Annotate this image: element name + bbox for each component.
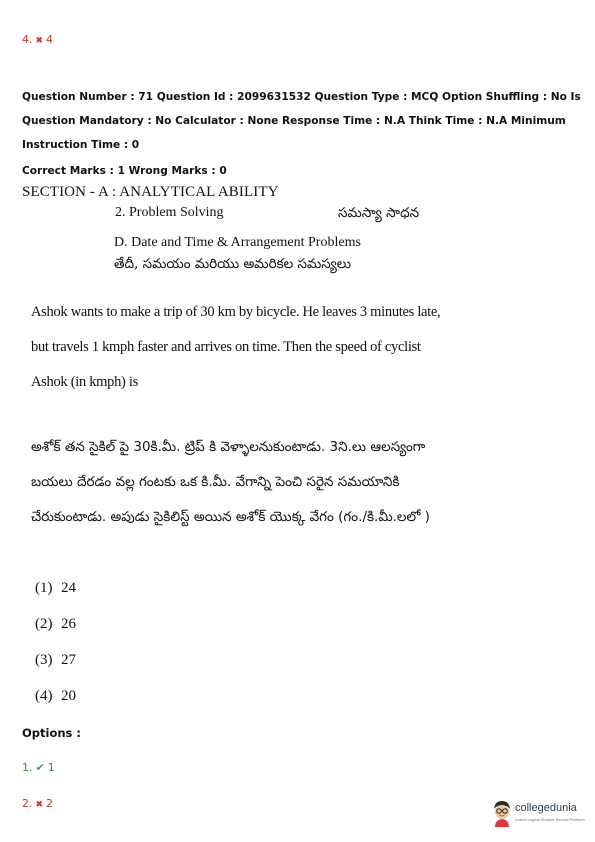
- subsection-english: 2. Problem Solving: [115, 205, 224, 220]
- question-meta-line-3: Instruction Time : 0: [22, 139, 140, 151]
- topic-english: D. Date and Time & Arrangement Problems: [114, 235, 361, 250]
- section-title: SECTION - A : ANALYTICAL ABILITY: [22, 184, 279, 200]
- brand-name: collegedunia: [515, 802, 577, 814]
- option-value: 20: [61, 688, 76, 704]
- option-item: [35, 580, 76, 597]
- option-number: (2): [35, 616, 53, 632]
- option-value: 4: [46, 33, 54, 46]
- option-item: [35, 688, 76, 705]
- answer-number: 1.: [22, 761, 33, 774]
- option-number: (1): [35, 580, 53, 596]
- topic-telugu: తేదీ, సమయం మరియు అమరికల సమస్యలు: [114, 256, 351, 272]
- answer-option-correct: [22, 761, 55, 774]
- option-item: [35, 616, 76, 633]
- options-heading: Options :: [22, 726, 81, 740]
- option-value: 24: [61, 580, 76, 596]
- answer-value: 2: [46, 797, 54, 810]
- brand-tagline: India's largest Student Review Platform: [515, 817, 585, 822]
- option-value: 26: [61, 616, 76, 632]
- option-item: [35, 652, 76, 669]
- wrong-icon: ✖: [35, 800, 44, 810]
- option-value: 27: [61, 652, 76, 668]
- marks-line: Correct Marks : 1 Wrong Marks : 0: [22, 165, 227, 177]
- check-icon: ✔: [35, 761, 45, 774]
- wrong-icon: ✖: [35, 36, 44, 46]
- previous-option-line: [22, 33, 53, 46]
- mascot-icon: [491, 800, 513, 828]
- question-text-english: Ashok wants to make a trip of 30 km by bicycle. He leaves 3 minutes late, but travels 1 kmph faster and arrives on time. Then the speed of cyclist Ashok (in kmph) is: [31, 304, 441, 390]
- collegedunia-logo: [491, 800, 591, 830]
- question-meta-line-2: Question Mandatory : No Calculator : None Response Time : N.A Think Time : N.A Minimum: [22, 115, 566, 127]
- option-number: 4.: [22, 33, 33, 46]
- option-number: (4): [35, 688, 53, 704]
- answer-value: 1: [47, 761, 55, 774]
- question-meta-line-1: Question Number : 71 Question Id : 2099631532 Question Type : MCQ Option Shuffling : No Is: [22, 91, 581, 103]
- option-number: (3): [35, 652, 53, 668]
- subsection-telugu: సమస్యా సాధన: [338, 205, 420, 221]
- answer-option-wrong: [22, 797, 53, 810]
- question-text-telugu: అశోక్ తన సైకిల్ పై 30కి.మీ. ట్రిప్ కి వెళ్ళాలనుకుంటాడు. 3ని.లు ఆలస్యంగా బయలు దేరడం వల్ల గంటకు ఒక కి.మీ. వేగాన్ని పెంచి సరైన సమయానికి చేరుకుంటాడు. అపుడు సైకిలిస్ట్ అయిన అశోక్ యొక్క వేగం (గం./కి.మీ.లలో ): [31, 439, 430, 525]
- answer-number: 2.: [22, 797, 33, 810]
